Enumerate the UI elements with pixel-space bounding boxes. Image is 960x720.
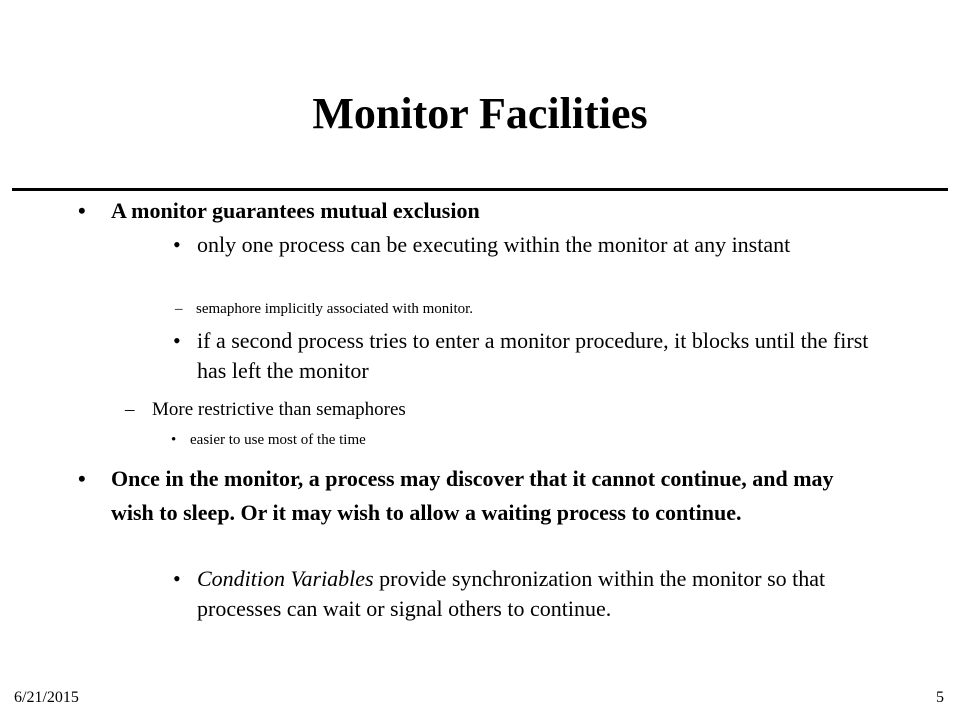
bullet-marker: • xyxy=(173,328,181,353)
footer-date: 6/21/2015 xyxy=(14,689,79,706)
slide-title: Monitor Facilities xyxy=(312,89,648,138)
bullet-marker: • xyxy=(173,232,181,257)
bullet-text: More restrictive than semaphores xyxy=(152,399,406,420)
bullet-marker: • xyxy=(171,432,177,448)
bullet-marker: • xyxy=(173,566,181,591)
bullet-emphasis: Condition Variables xyxy=(197,566,374,591)
title-underline xyxy=(12,188,948,191)
bullet-marker: • xyxy=(78,466,86,491)
bullet-text: if a second process tries to enter a monitor procedure, it blocks until the first has left the monitor xyxy=(197,328,869,383)
bullet-marker: • xyxy=(78,198,86,223)
bullet-text: provide synchronization within the monitor so that processes can wait or signal others to continue. xyxy=(197,566,826,621)
bullet-text: only one process can be executing within the monitor at any instant xyxy=(197,232,791,257)
bullet-text: semaphore implicitly associated with monitor. xyxy=(196,301,474,317)
bullet-marker: – xyxy=(125,399,135,420)
bullet-text: A monitor guarantees mutual exclusion xyxy=(111,198,480,223)
bullet-text: easier to use most of the time xyxy=(190,432,366,448)
page-number: 5 xyxy=(936,689,944,706)
bullet-text-wrapper xyxy=(197,564,887,624)
bullet-marker: – xyxy=(175,301,183,317)
bullet-text: Once in the monitor, a process may discover that it cannot continue, and may wish to sleep. Or it may wish to allow a waiting process to continue. xyxy=(111,466,834,525)
